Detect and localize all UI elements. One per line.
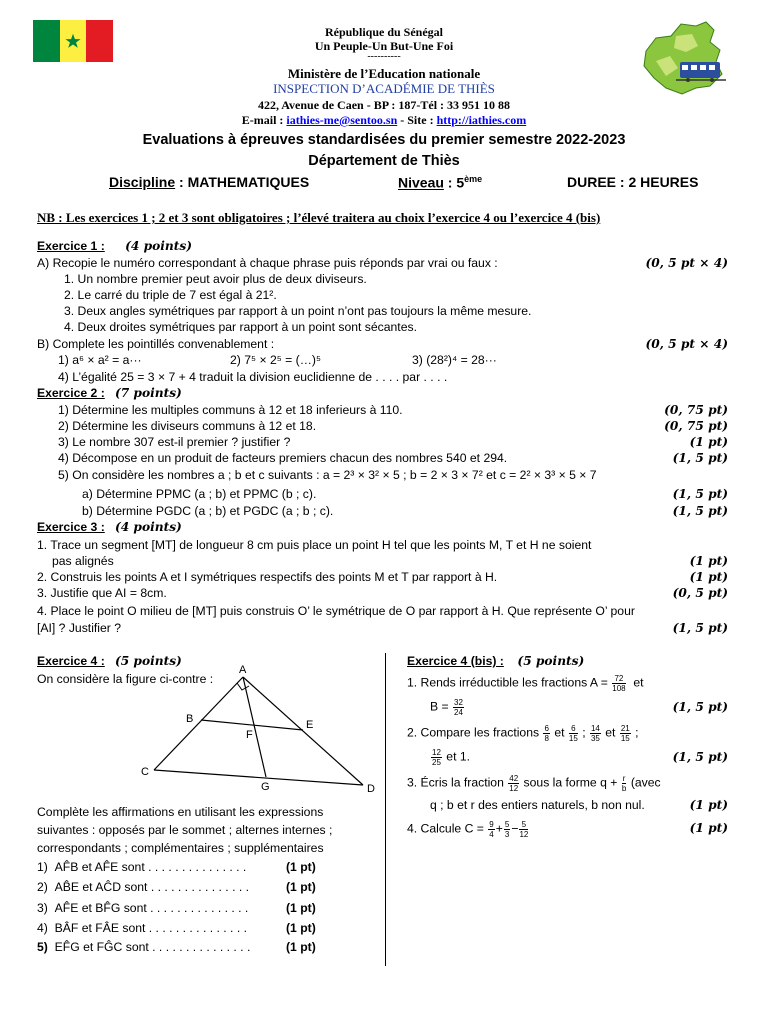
ex3-line-1b: pas alignés [52,554,114,568]
fraction-num: 12 [432,748,441,757]
discipline-value: : MATHEMATIQUES [175,174,310,190]
fig-label-B: B [186,713,194,725]
ex4-intro: On considère la figure ci-contre : [37,672,214,686]
fraction-num: 9 [489,820,494,829]
ex3-points: (4 points) [114,520,182,534]
ex2-item-4: 4) Décompose en un produit de facteurs premiers chacun des nombres 540 et 294. [58,451,508,465]
ex4-item-text: AF̂E et BF̂G sont . . . . . . . . . . . . . . . [54,901,249,915]
ex1-a-item-3: 3. Deux angles symétriques par rapport à un point n’ont pas toujours la même mesure. [64,304,532,318]
ex2-title: Exercice 2 : [37,386,105,400]
ex4-item-3-points: (1 pt) [286,901,316,915]
ex4-item-4 [37,921,247,935]
ex4bis-points-2: (1, 5 pt) [672,750,728,764]
fraction-den: 3 [504,830,510,839]
ex4-item-2-points: (1 pt) [286,880,316,894]
ex4-item-num: 2) [37,880,48,894]
ex3-points-2: (1 pt) [689,570,728,584]
ex4bis-item-1b [430,698,465,717]
ex3-points-1: (1 pt) [689,554,728,568]
ex2-item-1-points: (0, 75 pt) [664,403,728,417]
fraction [543,724,549,743]
ex4-item-5 [37,940,250,954]
ex4bis-item-2-tail: et 1. [446,749,471,764]
nb-note: NB : Les exercices 1 ; 2 et 3 sont obligatoires ; l’élevé traitera au choix l’exercice 4 ou l’exercice 4 (bis) [37,210,601,225]
niveau [398,174,482,191]
email-label: E-mail : [241,113,287,127]
fraction-a [612,674,625,693]
ex4bis-item-3-form: sous la forme q + [523,775,618,790]
fig-label-C: C [141,766,149,778]
fig-label-G: G [261,781,270,793]
fraction [590,724,601,743]
ex4-points: (5 points) [114,654,182,668]
site-link[interactable]: http://iathies.com [436,113,527,127]
fraction-num: 42 [509,774,519,783]
ex3-points-4: (1, 5 pt) [672,621,728,635]
fraction [431,748,442,767]
fraction-den: 108 [612,684,626,693]
fraction-num: r [622,774,626,783]
fraction-den: 4 [489,830,494,839]
ex2-item-3: 3) Le nombre 307 est-il premier ? justifier ? [58,435,291,449]
ex4bis-item-4 [407,820,529,839]
ex2-item-5b-points: (1, 5 pt) [672,504,728,518]
niveau-value: : 5 [443,174,465,191]
niveau-label: Niveau [398,174,444,191]
inspection-title: INSPECTION D’ACADÉMIE DE THIÈS [273,81,495,96]
fraction-den: 25 [432,758,441,767]
ex4-complete-2: suivantes : opposés par le sommet ; alternes internes ; [37,823,333,837]
ex1-a-item-1: 1. Un nombre premier peut avoir plus de deux diviseurs. [64,272,367,286]
ex1-a-item-4: 4. Deux droites symétriques par rapport à un point sont sécantes. [64,320,417,334]
ex4bis-item-3-avec: (avec [630,775,661,790]
ex2-item-5b: b) Détermine PGDC (a ; b) et PGDC (a ; b ; c). [82,504,334,518]
ex1-b-item-4: 4) L’égalité 25 = 3 × 7 + 4 traduit la division euclidienne de . . . . par . . . . [58,370,448,384]
minus-sign: − [511,821,519,836]
fraction-den: 24 [454,708,463,717]
fraction-den: b [621,784,627,793]
ex4-item-1-points: (1 pt) [286,860,316,874]
ex2-item-5a: a) Détermine PPMC (a ; b) et PPMC (b ; c). [82,487,317,501]
fraction-den: 12 [519,830,529,839]
fraction-num: 32 [454,698,463,707]
ex1-b-item-3: 3) (28²)⁴ = 28··· [412,353,497,367]
ex2-item-5a-points: (1, 5 pt) [672,487,728,501]
fraction-b [453,698,464,717]
fig-label-E: E [306,719,314,731]
ex4bis-item-4-text: 4. Calcule C = [407,821,484,836]
ex2-item-1: 1) Détermine les multiples communs à 12 et 18 inferieurs à 110. [58,403,403,417]
ex1-points: (4 points) [125,239,192,253]
ex4-item-num: 3) [37,901,48,915]
fraction-num: 6 [569,724,578,734]
ex4-item-text: AF̂B et AF̂E sont . . . . . . . . . . . . . . . [54,860,247,874]
header-separator: ---------- [367,51,401,62]
address-line: 422, Avenue de Caen - BP : 187-Tél : 33 951 10 88 [257,98,511,112]
fraction [569,724,578,743]
republic-title: République du Sénégal [324,25,444,39]
ex4bis-points: (5 points) [517,654,585,668]
fraction-den: 8 [544,734,549,743]
ex3-line-2: 2. Construis les points A et I symétriques respectifs des points M et T par rapport à H. [37,570,498,584]
site-label: - Site : [397,113,437,127]
ex1-a-intro: A) Recopie le numéro correspondant à chaque phrase puis réponds par vrai ou faux : [37,256,498,270]
ex4bis-title: Exercice 4 (bis) : [407,654,504,668]
ex1-b-points: (0, 5 pt × 4) [645,337,728,351]
fraction [508,774,519,793]
ex3-line-1: 1. Trace un segment [MT] de longueur 8 cm puis place un point H tel que les points M, T et H ne soient [37,538,592,552]
ex4-item-text: BÂF et FÂE sont . . . . . . . . . . . . . . . [54,921,247,935]
ex2-points: (7 points) [114,386,182,400]
fraction-den: 35 [590,734,600,743]
ex4-complete-1: Complète les affirmations en utilisant les expressions [37,805,324,819]
ex4-figure [136,660,386,795]
ex1-b-item-2: 2) 7⁵ × 2⁵ = (…)⁵ [230,353,322,367]
ex4-item-text: EF̂G et FĜC sont . . . . . . . . . . . . . . . [54,940,251,954]
fraction-num: 6 [544,724,549,733]
ex3-line-4: 4. Place le point O milieu de [MT] puis construis O’ le symétrique de O par rapport à H. Que représente O’ pour [37,604,635,618]
department-title: Département de Thiès [308,153,460,169]
email-link[interactable]: iathies-me@sentoo.sn [286,113,398,127]
ex4-item-text: AB̂E et AĈD sont . . . . . . . . . . . . . . . [54,880,250,894]
ex4-item-1 [37,860,246,874]
ex4bis-item-3b: q ; b et r des entiers naturels, b non nul. [430,798,645,812]
contact-line [0,113,768,128]
ex4bis-item-1-et: et [633,675,644,690]
ex3-line-3: 3. Justifie que AI = 8cm. [37,586,167,600]
fraction-num: 72 [612,674,625,684]
ex4bis-item-3 [407,774,661,793]
fraction-num: 5 [504,820,510,829]
ex1-b-item-1: 1) a⁶ × a² = a··· [58,353,142,367]
niveau-sup: ème [464,174,483,184]
ex2-heading [37,386,182,400]
national-motto: Un Peuple-Un But-Une Foi [314,39,454,53]
ex4bis-points-4: (1 pt) [689,821,728,835]
fraction-num: 21 [620,724,630,733]
ex4-title: Exercice 4 : [37,654,105,668]
ex4-complete-3: correspondants ; complémentaires ; supplémentaires [37,841,324,855]
discipline [109,174,309,190]
ex4-item-3 [37,901,248,915]
word-et: et [605,725,616,740]
ex4-item-2 [37,880,249,894]
fraction-den: 12 [509,784,519,793]
ex4bis-item-1-text: 1. Rends irréductible les fractions A = [407,675,608,690]
ex4-item-num: 5) [37,940,48,954]
ex1-heading [37,239,192,253]
ex4bis-item-2-text: 2. Compare les fractions [407,725,540,740]
semicolon: ; [582,725,586,740]
fraction [620,724,631,743]
fraction-num: 5 [519,820,528,830]
fraction [488,820,494,839]
fraction-den: 15 [568,734,578,743]
fraction [519,820,528,839]
ex1-b-intro: B) Complete les pointillés convenablement : [37,337,275,351]
ex1-a-points: (0, 5 pt × 4) [645,256,728,270]
ex4bis-item-1b-text: B = [430,699,449,714]
fig-label-D: D [367,783,375,795]
ex2-item-4-points: (1, 5 pt) [672,451,728,465]
ex2-item-2: 2) Détermine les diviseurs communs à 12 et 18. [58,419,317,433]
ex3-points-3: (0, 5 pt) [672,586,728,600]
ministry-title: Ministère de l’Education nationale [287,66,481,81]
semicolon: ; [635,725,639,740]
ex3-line-4b: [AI] ? Justifier ? [37,621,121,635]
fraction-num: 14 [590,724,600,733]
ex4-item-4-points: (1 pt) [286,921,316,935]
ex1-title: Exercice 1 : [37,239,105,253]
ex4bis-item-3-text: 3. Écris la fraction [407,775,504,790]
plus-sign: + [495,821,503,836]
word-et: et [554,725,565,740]
ex4-item-num: 4) [37,921,48,935]
ex4bis-item-2b [430,748,470,767]
ex2-item-2-points: (0, 75 pt) [664,419,728,433]
discipline-label: Discipline [109,174,176,190]
ex4bis-points-3: (1 pt) [689,798,728,812]
ex2-item-5: 5) On considère les nombres a ; b et c suivants : a = 2³ × 3² × 5 ; b = 2 × 3 × 7² et c = 2² × 3³ × 5 × 7 [58,468,597,482]
ex4bis-heading [407,654,584,668]
fraction [622,774,627,793]
ex2-item-3-points: (1 pt) [689,435,728,449]
ex4-item-num: 1) [37,860,48,874]
ex1-a-item-2: 2. Le carré du triple de 7 est égal à 21². [64,288,277,302]
duration: DUREE : 2 HEURES [567,174,699,190]
fraction [504,820,510,839]
ex4bis-item-1 [407,674,644,693]
fig-label-F: F [246,729,253,741]
ex4bis-item-2 [407,724,639,743]
ex4-item-5-points: (1 pt) [286,940,316,954]
fig-label-A: A [239,664,247,676]
ex3-title: Exercice 3 : [37,520,105,534]
ex4bis-points-1: (1, 5 pt) [672,700,728,714]
exam-title: Evaluations à épreuves standardisées du premier semestre 2022-2023 [142,132,626,148]
ex3-heading [37,520,182,534]
fraction-den: 15 [620,734,630,743]
